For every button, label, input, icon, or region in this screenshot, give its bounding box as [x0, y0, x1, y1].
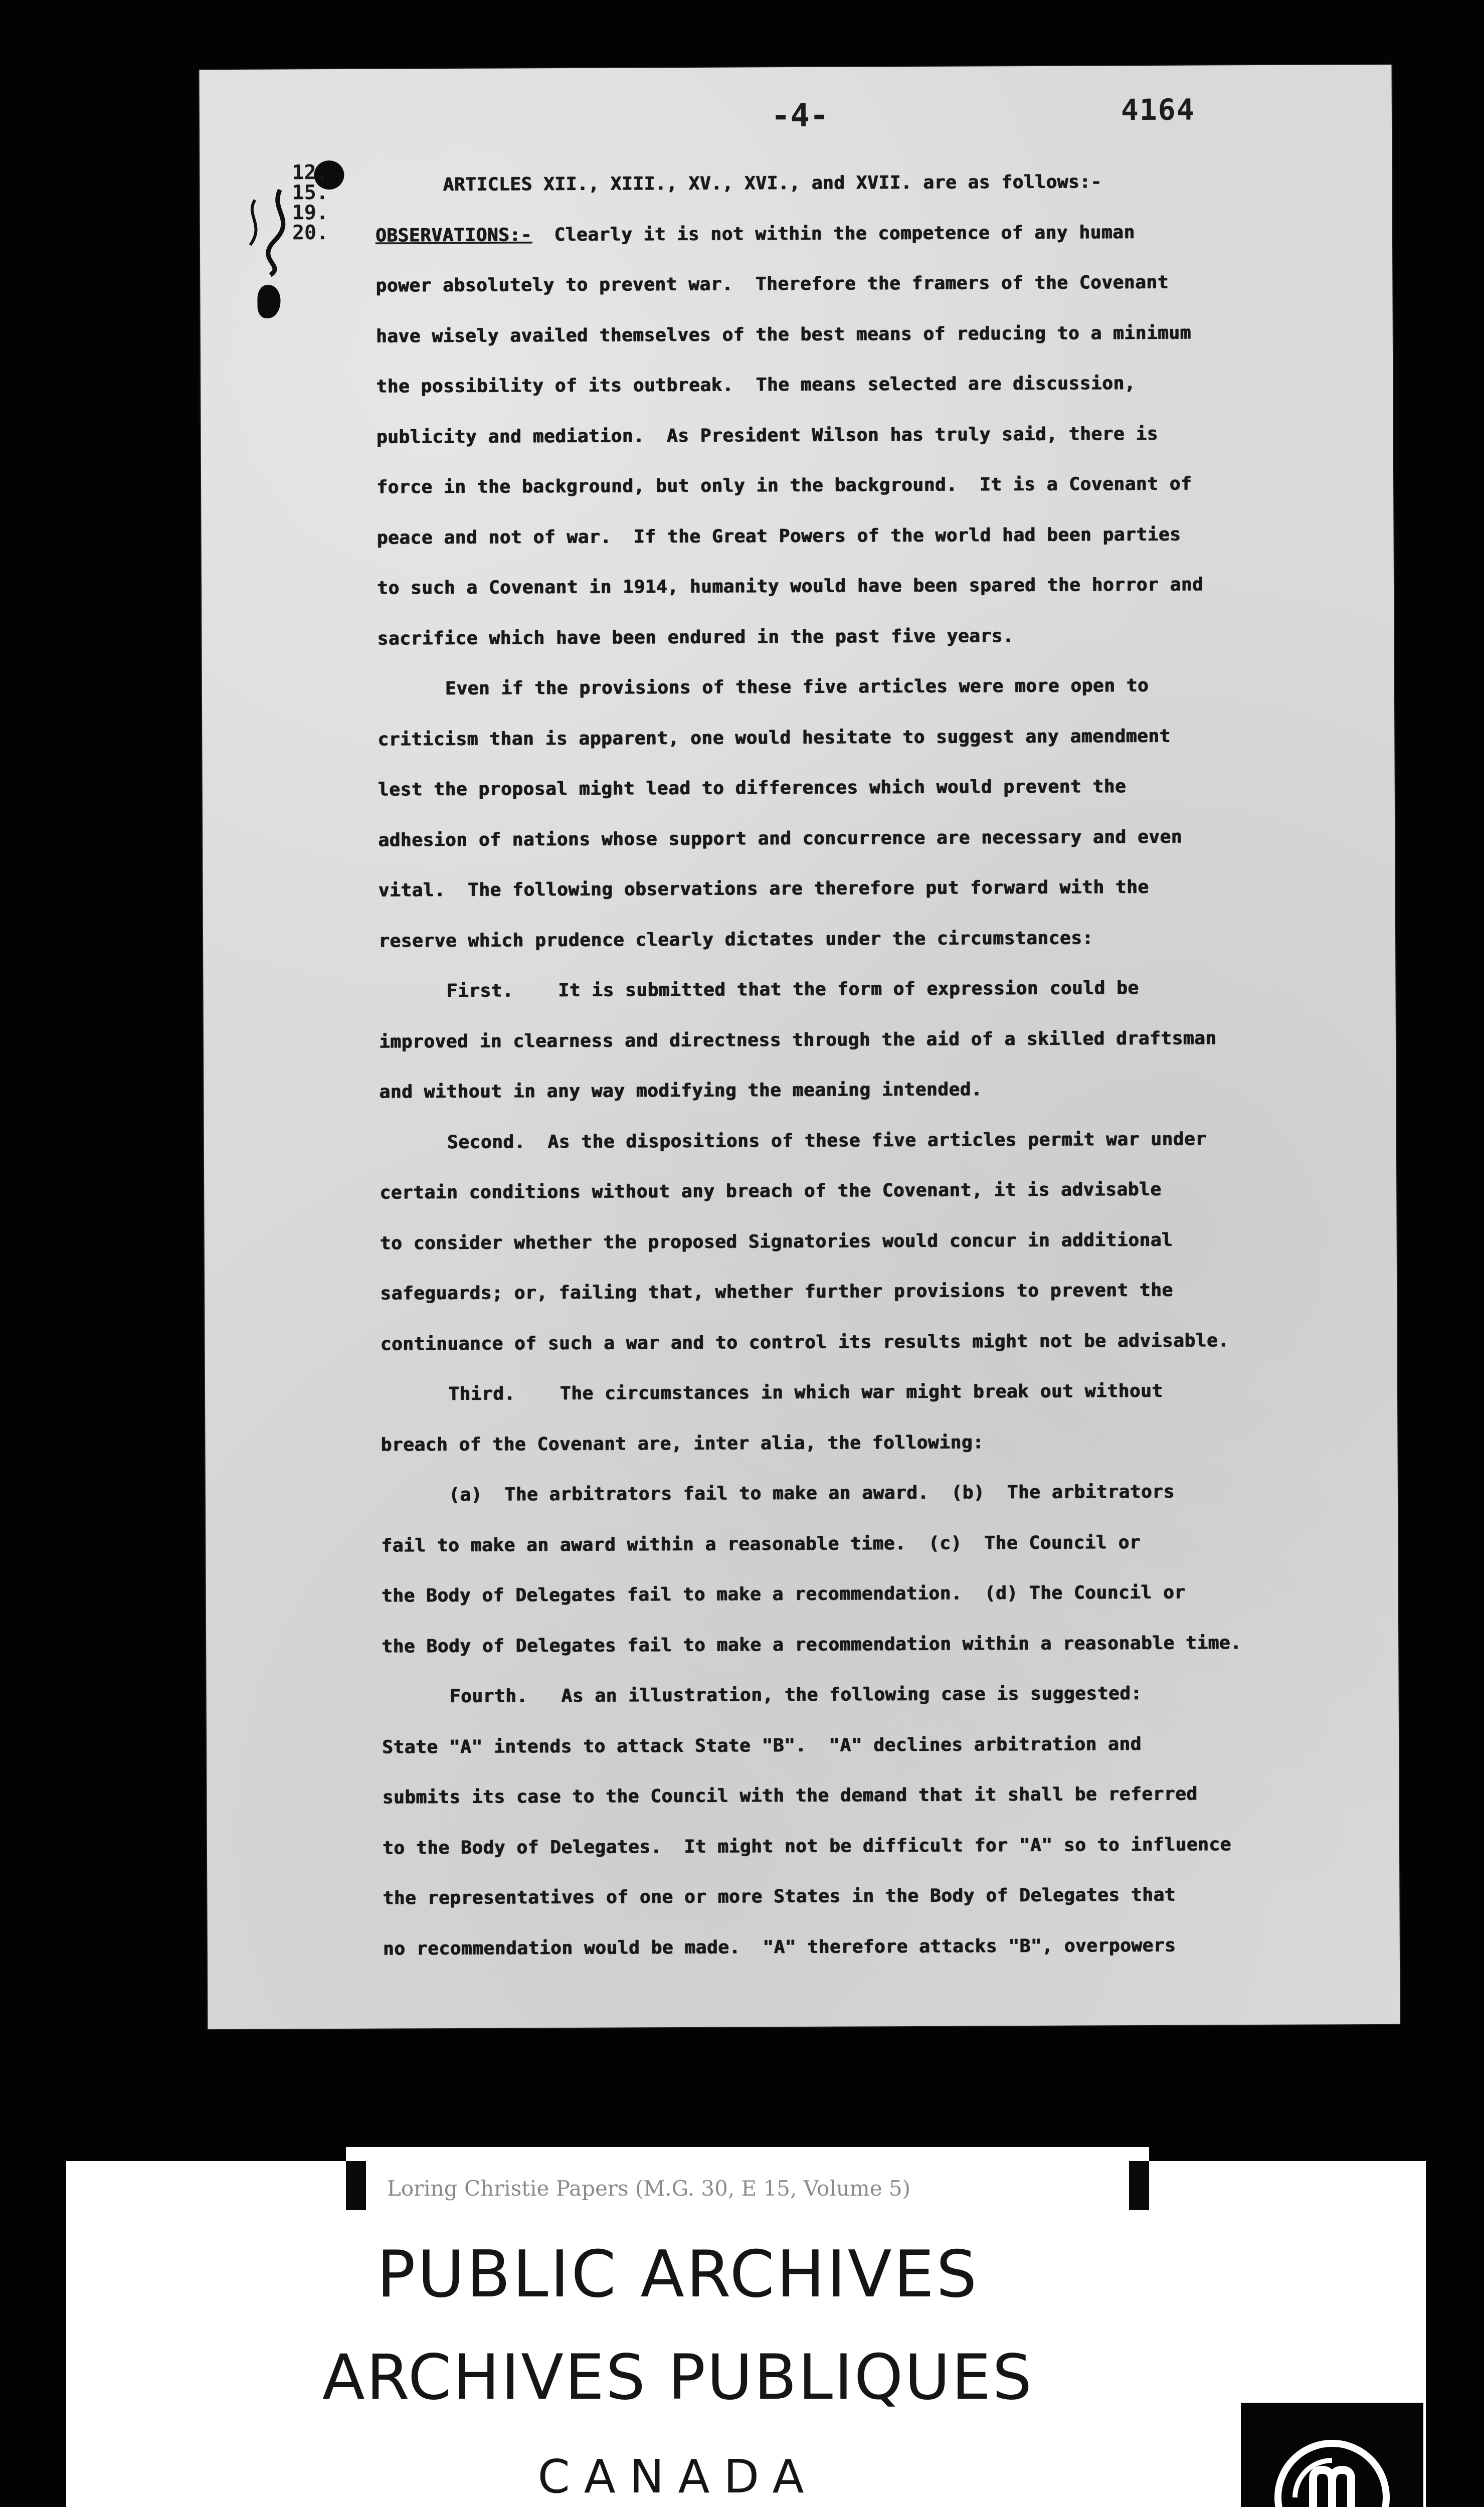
text-line: Even if the provisions of these five articles were more open to [445, 675, 1149, 699]
observations-label: OBSERVATIONS:- [375, 224, 532, 246]
archive-title-fr: ARCHIVES PUBLIQUES [322, 2342, 1034, 2414]
text-line: First. It is submitted that the form of expression could be [446, 978, 1139, 1002]
articles-heading: ARTICLES XII., XIII., XV., XVI., and XVII. are as follows:- [443, 171, 1102, 196]
text-line: submits its case to the Council with the demand that it shall be referred [382, 1783, 1198, 1808]
text-line: improved in clearness and directness through the aid of a skilled draftsman [379, 1027, 1217, 1052]
archives-canada-logo-icon [1241, 2403, 1423, 2507]
text-line: and without in any way modifying the meaning intended. [379, 1079, 983, 1103]
document-page [199, 65, 1400, 2029]
document-number: 4164 [1121, 92, 1195, 127]
text-line: power absolutely to prevent war. Therefore the framers of the Covenant [376, 272, 1169, 296]
text-line: breach of the Covenant are, inter alia, the following: [381, 1431, 984, 1456]
text-line: the Body of Delegates fail to make a recommendation within a reasonable time. [382, 1632, 1242, 1657]
card-tab-mark [346, 2161, 366, 2210]
archive-title-en: PUBLIC ARCHIVES [377, 2237, 979, 2312]
text-line: sacrifice which have been endured in the past five years. [377, 625, 1014, 649]
text-line: criticism than is apparent, one would hesitate to suggest any amendment [378, 726, 1171, 750]
text-line: lest the proposal might lead to differences which would prevent the [378, 776, 1127, 800]
collection-reference: Loring Christie Papers (M.G. 30, E 15, Volume 5) [387, 2176, 911, 2201]
text-line: fail to make an award within a reasonable time. (c) The Council or [381, 1532, 1141, 1556]
text-line: to consider whether the proposed Signatories would concur in additional [380, 1229, 1173, 1254]
text-line: no recommendation would be made. "A" therefore attacks "B", overpowers [383, 1935, 1176, 1959]
text-line: to such a Covenant in 1914, humanity would have been spared the horror and [377, 574, 1204, 599]
text-line: Second. As the dispositions of these five articles permit war under [447, 1128, 1207, 1153]
ink-blot [257, 285, 280, 318]
text-line: Third. The circumstances in which war might break out without [448, 1380, 1163, 1405]
text-line: publicity and mediation. As President Wilson has truly said, there is [376, 423, 1158, 448]
margin-article-numbers [292, 162, 328, 243]
card-tab-mark [1129, 2161, 1149, 2210]
typewritten-body [375, 156, 1336, 1974]
text-line: force in the background, but only in the background. It is a Covenant of [377, 473, 1192, 498]
text-line: to the Body of Delegates. It might not be difficult for "A" so to influence [382, 1834, 1231, 1859]
card-tab [346, 2147, 1149, 2162]
margin-number: 15. [292, 181, 328, 205]
text-line: certain conditions without any breach of the Covenant, it is advisable [380, 1179, 1162, 1203]
text-line: safeguards; or, failing that, whether further provisions to prevent the [380, 1280, 1173, 1304]
text-line: reserve which prudence clearly dictates under the circumstances: [378, 927, 1093, 952]
text-line: OBSERVATIONS:- Clearly it is not within the competence of any human [375, 222, 1135, 246]
text-line: the possibility of its outbreak. The means selected are discussion, [376, 373, 1136, 397]
text-line: (a) The arbitrators fail to make an award. (b) The arbitrators [448, 1481, 1175, 1506]
text-line: continuance of such a war and to control its results might not be advisable. [380, 1330, 1229, 1355]
archive-card [66, 2161, 1426, 2507]
margin-number: 20. [292, 221, 329, 245]
text-line: the representatives of one or more States in the Body of Delegates that [383, 1884, 1176, 1909]
text-line: adhesion of nations whose support and concurrence are necessary and even [378, 826, 1182, 851]
margin-number: 19. [292, 201, 329, 225]
text-line: State "A" intends to attack State "B". "A" declines arbitration and [382, 1733, 1142, 1758]
text-line: have wisely availed themselves of the best means of reducing to a minimum [376, 322, 1191, 347]
text-line: vital. The following observations are therefore put forward with the [378, 876, 1149, 901]
text-line: peace and not of war. If the Great Powers of the world had been parties [377, 524, 1181, 549]
text-line: the Body of Delegates fail to make a recommendation. (d) The Council or [381, 1582, 1186, 1606]
margin-number: 12. [292, 161, 328, 185]
text-line: Fourth. As an illustration, the following case is suggested: [449, 1683, 1142, 1707]
archive-country: CANADA [537, 2450, 818, 2503]
page-number: -4- [771, 97, 829, 135]
